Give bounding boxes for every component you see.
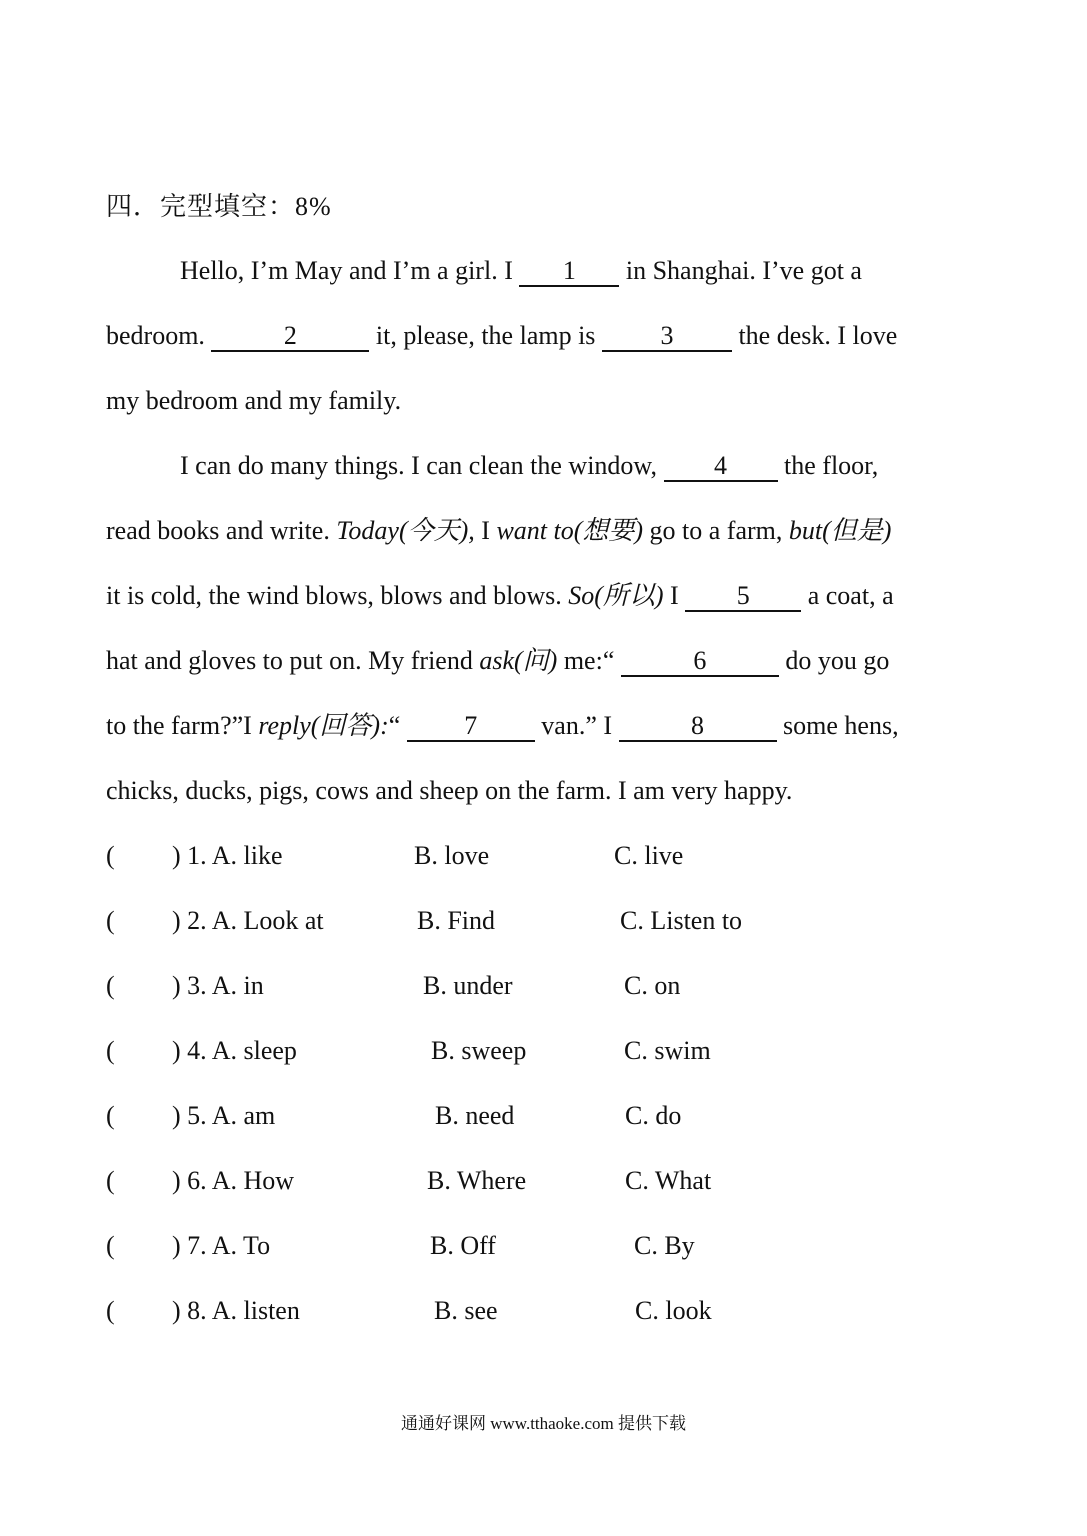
option-a: ) 2. A. Look at xyxy=(172,906,324,935)
answer-paren: ( xyxy=(106,1036,115,1065)
option-b: B. under xyxy=(423,971,513,1000)
blank-2: 2 xyxy=(211,322,369,352)
option-c: C. By xyxy=(634,1231,695,1260)
section-title: 四．完型填空：8% xyxy=(106,192,332,221)
passage-line-1: Hello, I’m May and I’m a girl. I 1 in Shanghai. I’ve got a xyxy=(180,256,862,285)
option-a: ) 7. A. To xyxy=(172,1231,271,1260)
blank-5: 5 xyxy=(685,582,801,612)
option-b: B. sweep xyxy=(431,1036,527,1065)
option-a: ) 3. A. in xyxy=(172,971,264,1000)
option-a: ) 4. A. sleep xyxy=(172,1036,297,1065)
passage-line-2: bedroom. 2 it, please, the lamp is 3 the desk. I love xyxy=(106,321,898,350)
option-row-2 xyxy=(106,904,866,938)
blank-3: 3 xyxy=(602,322,732,352)
option-b: B. Where xyxy=(427,1166,527,1195)
option-row-7 xyxy=(106,1229,866,1263)
option-c: C. look xyxy=(635,1296,712,1325)
option-b: B. see xyxy=(434,1296,498,1325)
passage-line-3: my bedroom and my family. xyxy=(106,386,402,415)
blank-7: 7 xyxy=(407,712,535,742)
option-row-4 xyxy=(106,1034,866,1068)
option-row-5 xyxy=(106,1099,866,1133)
option-row-6 xyxy=(106,1164,866,1198)
option-a: ) 1. A. like xyxy=(172,841,283,870)
option-c: C. on xyxy=(624,971,681,1000)
option-row-1 xyxy=(106,839,866,873)
option-b: B. Find xyxy=(417,906,496,935)
blank-1: 1 xyxy=(519,257,619,287)
passage-line-5: read books and write. Today(今天), I want to(想要) go to a farm, but(但是) xyxy=(106,516,892,545)
answer-paren: ( xyxy=(106,906,115,935)
option-b: B. need xyxy=(435,1101,515,1130)
answer-paren: ( xyxy=(106,1166,115,1195)
passage-line-4: I can do many things. I can clean the window, 4 the floor, xyxy=(180,451,879,480)
option-c: C. swim xyxy=(624,1036,711,1065)
answer-paren: ( xyxy=(106,1231,115,1260)
option-b: B. Off xyxy=(430,1231,496,1260)
option-c: C. Listen to xyxy=(620,906,743,935)
answer-paren: ( xyxy=(106,1101,115,1130)
footer-text: 通通好课网 www.tthaoke.com 提供下载 xyxy=(400,1414,687,1433)
option-a: ) 8. A. listen xyxy=(172,1296,300,1325)
passage-line-6: it is cold, the wind blows, blows and blows. So(所以) I 5 a coat, a xyxy=(106,581,894,610)
option-c: C. live xyxy=(614,841,684,870)
option-c: C. do xyxy=(625,1101,682,1130)
option-a: ) 6. A. How xyxy=(172,1166,295,1195)
answer-paren: ( xyxy=(106,971,115,1000)
answer-paren: ( xyxy=(106,841,115,870)
option-a: ) 5. A. am xyxy=(172,1101,276,1130)
option-c: C. What xyxy=(625,1166,712,1195)
blank-8: 8 xyxy=(619,712,777,742)
passage-line-7: hat and gloves to put on. My friend ask(问) me:“ 6 do you go xyxy=(106,646,890,675)
blank-4: 4 xyxy=(664,452,778,482)
blank-6: 6 xyxy=(621,647,779,677)
passage-line-9: chicks, ducks, pigs, cows and sheep on the farm. I am very happy. xyxy=(106,776,793,805)
answer-paren: ( xyxy=(106,1296,115,1325)
option-row-3 xyxy=(106,969,866,1003)
option-row-8 xyxy=(106,1294,866,1328)
passage-line-8: to the farm?”I reply(回答):“ 7 van.” I 8 some hens, xyxy=(106,711,899,740)
option-b: B. love xyxy=(414,841,490,870)
